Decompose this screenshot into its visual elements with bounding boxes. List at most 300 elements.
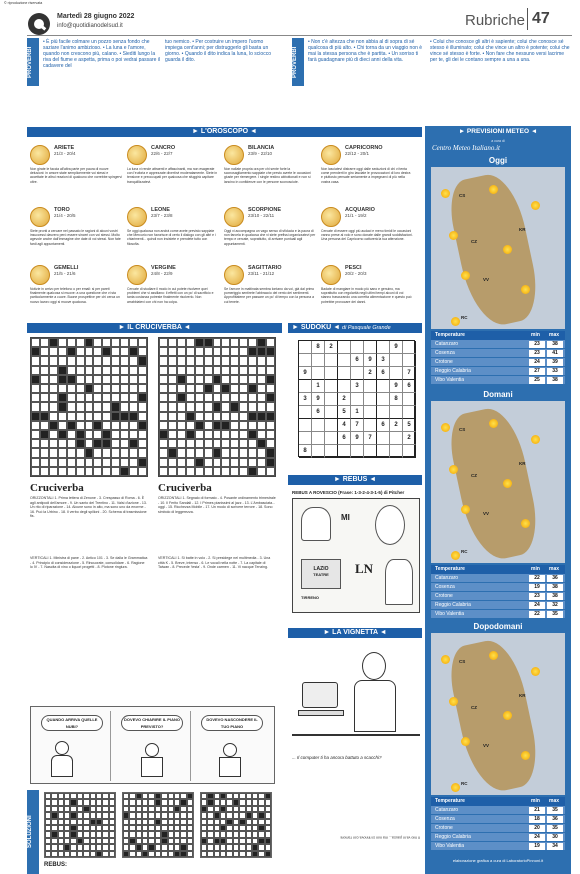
grid-cell (186, 402, 195, 411)
grid-cell (230, 421, 239, 430)
grid-cell (230, 439, 239, 448)
grid-cell (230, 356, 239, 365)
grid-cell (159, 338, 168, 347)
sudoku-cell[interactable] (377, 432, 390, 445)
temperature-row (431, 815, 565, 824)
zodiac-dates: 20/2 - 20/3 (345, 271, 367, 276)
grid-cell (186, 421, 195, 430)
grid-cell (111, 384, 120, 393)
grid-cell (266, 393, 275, 402)
sudoku-cell[interactable] (351, 393, 364, 406)
map-city-label: KR (519, 227, 526, 232)
sudoku-cell[interactable]: 6 (377, 367, 390, 380)
sudoku-cell[interactable] (364, 341, 377, 354)
grid-cell (76, 439, 85, 448)
sudoku-cell[interactable] (325, 445, 338, 458)
sudoku-cell[interactable] (377, 341, 390, 354)
grid-cell (221, 338, 230, 347)
grid-cell (159, 421, 168, 430)
grid-cell (221, 356, 230, 365)
sudoku-cell[interactable] (403, 341, 416, 354)
sun-icon (531, 667, 540, 676)
grid-cell (168, 430, 177, 439)
zodiac-acquario (321, 207, 413, 241)
grid-cell (49, 356, 58, 365)
sudoku-cell[interactable]: 1 (312, 380, 325, 393)
grid-cell (85, 412, 94, 421)
sudoku-cell[interactable]: 9 (390, 341, 403, 354)
grid-cell (111, 458, 120, 467)
grid-cell (129, 467, 138, 476)
sudoku-cell[interactable] (325, 354, 338, 367)
grid-cell (102, 338, 111, 347)
grid-cell (257, 421, 266, 430)
sudoku-cell[interactable] (364, 445, 377, 458)
city-name: Reggio Calabria (435, 602, 471, 608)
grid-cell (221, 439, 230, 448)
grid-cell (204, 412, 213, 421)
grid-cell (230, 412, 239, 421)
max-temp: 38 (547, 584, 563, 591)
sudoku-cell[interactable] (325, 367, 338, 380)
sudoku-cell[interactable] (364, 393, 377, 406)
sudoku-cell[interactable] (312, 354, 325, 367)
sudoku-cell[interactable] (377, 393, 390, 406)
sudoku-cell[interactable] (325, 393, 338, 406)
grid-cell (257, 384, 266, 393)
city-name: Vibo Valentia (435, 611, 465, 617)
grid-cell (120, 366, 129, 375)
sudoku-cell[interactable] (351, 367, 364, 380)
sudoku-cell[interactable] (364, 406, 377, 419)
grid-cell (40, 430, 49, 439)
grid-cell (111, 347, 120, 356)
grid-cell (67, 356, 76, 365)
proverbi-col2: tuo nemico. • Per costruire un impero l'uomo impiega cent'anni; per distruggerlo gli basta un giorno. • Quando il dito indica la luna, lo sciocco guarda il dito. (165, 39, 271, 63)
grid-cell (49, 439, 58, 448)
grid-cell (204, 402, 213, 411)
sudoku-cell[interactable] (390, 445, 403, 458)
max-temp: 35 (547, 611, 563, 618)
grid-cell (58, 448, 67, 457)
grid-cell (93, 421, 102, 430)
city-name: Catanzaro (435, 575, 459, 581)
grid-cell (120, 402, 129, 411)
zodiac-dates: 23/11 - 21/12 (248, 271, 275, 276)
grid-cell (159, 439, 168, 448)
grid-cell (187, 851, 193, 857)
sudoku-cell[interactable] (364, 419, 377, 432)
vignetta-drawing (292, 642, 420, 752)
grid-cell (58, 347, 67, 356)
grid-cell (40, 421, 49, 430)
grid-cell (109, 851, 115, 857)
sudoku-cell[interactable] (299, 354, 312, 367)
zodiac-name: SAGITTARIO (248, 265, 282, 271)
min-temp: 20 (529, 825, 545, 832)
grid-cell (49, 412, 58, 421)
sudoku-cell[interactable] (390, 432, 403, 445)
grid-cell (85, 439, 94, 448)
sudoku-cell[interactable]: 6 (351, 354, 364, 367)
sudoku-cell[interactable]: 8 (299, 445, 312, 458)
newspaper-logo (28, 13, 50, 35)
grid-cell (177, 467, 186, 476)
grid-cell (102, 439, 111, 448)
grid-cell (168, 448, 177, 457)
character-head-icon (55, 741, 69, 755)
grid-cell (138, 448, 147, 457)
sudoku-cell[interactable]: 7 (364, 432, 377, 445)
sudoku-cell[interactable] (325, 406, 338, 419)
grid-cell (58, 412, 67, 421)
grid-cell (67, 402, 76, 411)
grid-cell (177, 402, 186, 411)
max-temp: 33 (547, 368, 563, 375)
grid-cell (120, 338, 129, 347)
sudoku-cell[interactable]: 8 (312, 341, 325, 354)
grid-cell (177, 412, 186, 421)
rebus-solution-label: REBUS: (44, 862, 68, 868)
city-name: Catanzaro (435, 807, 459, 813)
zodiac-text: Non girate le faccia all'altra parte per paura di nuove delusioni: in amore state semplicemente voi stessi e accettate le altrui reazioni di qualcuno che vorrebbe spingervi oltre. (30, 167, 122, 184)
grid-cell (230, 430, 239, 439)
grid-cell (49, 448, 58, 457)
grid-cell (213, 347, 222, 356)
sudoku-cell[interactable] (338, 380, 351, 393)
sudoku-cell[interactable]: 5 (338, 406, 351, 419)
sudoku-cell[interactable]: 7 (403, 367, 416, 380)
grid-cell (266, 347, 275, 356)
grid-cell (76, 384, 85, 393)
max-temp: 36 (547, 816, 563, 823)
sudoku-cell[interactable]: 6 (403, 380, 416, 393)
sudoku-cell[interactable]: 9 (364, 354, 377, 367)
crossword-oriz-1: ORIZZONTALI 1. Prima lettera di Zenone - 3. Crespasso di Roma - 6. È agli antipodi dell'amore - 9. Un santo del Trentino - 11. Valsi d'azione - 13. Un rito di riparazione - 14. Alcune sono in alto, ma sono uno da enorme - 16. Può la Urbino - 18. Il verbo degli spilloni - 20. Schema di trasmissione fis. (30, 496, 147, 518)
sudoku-cell[interactable]: 6 (377, 419, 390, 432)
sudoku-cell[interactable]: 3 (377, 354, 390, 367)
grid-cell (40, 375, 49, 384)
grid-cell (111, 439, 120, 448)
grid-cell (93, 384, 102, 393)
crossword-grid-2 (158, 337, 276, 477)
grid-cell (67, 421, 76, 430)
grid-cell (239, 375, 248, 384)
grid-cell (186, 448, 195, 457)
grid-cell (195, 439, 204, 448)
max-temp: 41 (547, 350, 563, 357)
sudoku-cell[interactable] (338, 354, 351, 367)
zodiac-text: Se l'amore in mattinata sembra lontano da voi, già dal primo pomeriggio sentirete l'abbraccio del vento dei sentimenti. Approfittatene per passare un po' di tempo con la persona a cui tenete. (224, 287, 315, 304)
sudoku-cell[interactable]: 9 (390, 380, 403, 393)
zodiac-name: ACQUARIO (345, 207, 375, 213)
grid-cell (111, 467, 120, 476)
solution-grid-2 (122, 792, 194, 858)
min-temp: 22 (529, 575, 545, 582)
grid-cell (266, 448, 275, 457)
grid-cell (213, 375, 222, 384)
grid-cell (266, 375, 275, 384)
grid-cell (93, 430, 102, 439)
zodiac-name: CAPRICORNO (345, 145, 383, 151)
zodiac-bilancia (224, 145, 316, 184)
sudoku-cell[interactable]: 2 (403, 432, 416, 445)
grid-cell (266, 356, 275, 365)
grid-cell (177, 421, 186, 430)
sudoku-cell[interactable]: 8 (390, 393, 403, 406)
grid-cell (204, 421, 213, 430)
comic-strip (30, 706, 275, 784)
grid-cell (138, 439, 147, 448)
sudoku-cell[interactable]: 4 (338, 419, 351, 432)
grid-cell (76, 448, 85, 457)
grid-cell (120, 375, 129, 384)
sudoku-cell[interactable] (351, 445, 364, 458)
sudoku-cell[interactable] (390, 367, 403, 380)
section-name: Rubriche (465, 12, 526, 29)
sudoku-cell[interactable] (377, 406, 390, 419)
acquario-sign-icon (321, 207, 341, 227)
sudoku-cell[interactable] (312, 367, 325, 380)
min-temp: 23 (529, 341, 545, 348)
max-temp: 30 (547, 834, 563, 841)
sun-icon (449, 697, 458, 706)
sudoku-cell[interactable] (312, 445, 325, 458)
sudoku-cell[interactable]: 7 (351, 419, 364, 432)
grid-cell (230, 384, 239, 393)
grid-cell (221, 347, 230, 356)
grid-cell (168, 412, 177, 421)
sudoku-cell[interactable] (312, 432, 325, 445)
sudoku-cell[interactable] (338, 367, 351, 380)
grid-cell (67, 412, 76, 421)
grid-cell (111, 338, 120, 347)
grid-cell (186, 439, 195, 448)
proverbi-col1: • È più facile colmare un pozzo senza fondo che saziare l'animo ambizioso. • La luna e l'amore, quando non crescono più, calano. • Siediti lungo la riva del fiume e aspetta, prima o poi vedrai passare il cadavere del (43, 39, 161, 69)
sudoku-cell[interactable]: 5 (403, 419, 416, 432)
sudoku-cell[interactable]: 6 (338, 432, 351, 445)
grid-cell (213, 439, 222, 448)
grid-cell (40, 384, 49, 393)
grid-cell (31, 430, 40, 439)
grid-cell (204, 366, 213, 375)
grid-cell (204, 448, 213, 457)
grid-cell (177, 384, 186, 393)
grid-cell (168, 439, 177, 448)
sudoku-cell[interactable]: 1 (351, 406, 364, 419)
grid-cell (76, 347, 85, 356)
vignetta-title: ► LA VIGNETTA ◄ (288, 628, 422, 638)
min-header: min (531, 332, 540, 338)
grid-cell (177, 347, 186, 356)
grid-cell (76, 421, 85, 430)
grid-cell (102, 467, 111, 476)
sudoku-cell[interactable] (377, 445, 390, 458)
grid-cell (111, 375, 120, 384)
grid-cell (111, 412, 120, 421)
man-head-icon (362, 652, 386, 680)
grid-cell (40, 366, 49, 375)
grid-cell (58, 356, 67, 365)
city-name: Reggio Calabria (435, 834, 471, 840)
sudoku-cell[interactable] (377, 380, 390, 393)
grid-cell (102, 347, 111, 356)
temperature-row (431, 349, 565, 358)
sudoku-cell[interactable]: 2 (338, 393, 351, 406)
rebus-picture (292, 498, 420, 613)
grid-cell (93, 338, 102, 347)
grid-cell (168, 467, 177, 476)
grid-cell (138, 375, 147, 384)
sudoku-cell[interactable] (312, 419, 325, 432)
sun-icon (489, 651, 498, 660)
calabria-map (431, 167, 565, 329)
grid-cell (204, 439, 213, 448)
grid-cell (31, 366, 40, 375)
sudoku-cell[interactable] (299, 432, 312, 445)
grid-cell (85, 421, 94, 430)
grid-cell (58, 467, 67, 476)
grid-cell (239, 467, 248, 476)
grid-cell (221, 384, 230, 393)
speech-bubble-1: QUANDO ARRIVA QUELLE NUBI? (41, 715, 103, 731)
max-temp: 38 (547, 593, 563, 600)
grid-cell (40, 402, 49, 411)
grid-cell (102, 402, 111, 411)
grid-cell (111, 430, 120, 439)
grid-cell (230, 375, 239, 384)
sudoku-cell[interactable] (351, 341, 364, 354)
grid-cell (138, 458, 147, 467)
computer-icon (302, 682, 338, 708)
sudoku-cell[interactable] (325, 419, 338, 432)
sudoku-cell[interactable] (299, 380, 312, 393)
city-name: Crotone (435, 825, 453, 831)
grid-cell (111, 356, 120, 365)
sudoku-cell[interactable] (325, 380, 338, 393)
sudoku-cell[interactable] (390, 354, 403, 367)
comic-panel-2 (115, 711, 191, 781)
sudoku-cell[interactable]: 9 (299, 367, 312, 380)
grid-cell (248, 412, 257, 421)
grid-cell (248, 338, 257, 347)
grid-cell (120, 356, 129, 365)
sudoku-cell[interactable]: 2 (390, 419, 403, 432)
zodiac-name: ARIETE (54, 145, 75, 151)
grid-cell (213, 467, 222, 476)
grid-cell (213, 384, 222, 393)
grid-cell (93, 448, 102, 457)
sudoku-cell[interactable]: 3 (299, 393, 312, 406)
proverbi-col3: • Non c'è altezza che non abbia al di sopra di sé qualcosa di più alto. • Chi torna da un viaggio non è mai la stessa persona che è partita. • Un sorriso ti farà guadagnare più di dieci anni della vita. (308, 39, 423, 63)
sudoku-cell[interactable]: 2 (325, 341, 338, 354)
grid-cell (102, 375, 111, 384)
sudoku-cell[interactable] (299, 419, 312, 432)
grid-cell (168, 384, 177, 393)
grid-cell (138, 412, 147, 421)
sudoku-cell[interactable] (403, 354, 416, 367)
max-temp: 35 (547, 807, 563, 814)
sun-icon (531, 201, 540, 210)
sudoku-cell[interactable] (299, 406, 312, 419)
grid-cell (195, 375, 204, 384)
sudoku-cell[interactable]: 3 (351, 380, 364, 393)
grid-cell (239, 347, 248, 356)
grid-cell (204, 338, 213, 347)
grid-cell (204, 467, 213, 476)
sudoku-cell[interactable]: 9 (351, 432, 364, 445)
sudoku-cell[interactable] (325, 432, 338, 445)
sudoku-cell[interactable] (364, 380, 377, 393)
grid-cell (129, 402, 138, 411)
grid-cell (40, 448, 49, 457)
grid-cell (213, 430, 222, 439)
grid-cell (186, 467, 195, 476)
grid-cell (204, 430, 213, 439)
grid-cell (58, 375, 67, 384)
sudoku-cell[interactable] (403, 445, 416, 458)
crossword-vert-2: VERTICALI 1. Si batte in volo - 2. Si presidege nel multimedia - 3. Una città K - 5. Breve, intenso - 6. Le vocali nella notte - 7. La capitale di Taiwan - 8. Precede 'testa' - 9. Onde carmen - 11. Vi nacque Tenzing. (158, 556, 271, 569)
grid-cell (111, 448, 120, 457)
contact-email[interactable]: info@quotidianodelsud.it (57, 23, 123, 29)
grid-cell (257, 375, 266, 384)
grid-cell (266, 384, 275, 393)
comic-panel-1 (35, 711, 111, 781)
grid-cell (49, 402, 58, 411)
grid-cell (239, 458, 248, 467)
min-temp: 24 (529, 602, 545, 609)
grid-cell (186, 347, 195, 356)
sudoku-cell[interactable]: 6 (312, 406, 325, 419)
sudoku-cell[interactable] (338, 445, 351, 458)
min-temp: 24 (529, 359, 545, 366)
sudoku-cell[interactable] (390, 406, 403, 419)
grid-cell (168, 393, 177, 402)
grid-cell (76, 338, 85, 347)
sudoku-cell[interactable] (299, 341, 312, 354)
grid-cell (257, 467, 266, 476)
city-name: Crotone (435, 359, 453, 365)
grid-cell (102, 366, 111, 375)
grid-cell (76, 430, 85, 439)
solution-grid-1 (44, 792, 116, 858)
grid-cell (40, 458, 49, 467)
grid-cell (204, 384, 213, 393)
grid-cell (49, 458, 58, 467)
min-temp: 24 (529, 834, 545, 841)
grid-cell (204, 356, 213, 365)
city-name: Vibo Valentia (435, 377, 465, 383)
grid-cell (40, 356, 49, 365)
zodiac-name: LEONE (151, 207, 170, 213)
grid-cell (195, 384, 204, 393)
sudoku-cell[interactable]: 9 (312, 393, 325, 406)
grid-cell (31, 347, 40, 356)
zodiac-dates: 23/9 - 22/10 (248, 151, 273, 156)
grid-cell (129, 366, 138, 375)
sudoku-cell[interactable] (403, 406, 416, 419)
sudoku-cell[interactable] (403, 393, 416, 406)
grid-cell (85, 366, 94, 375)
sudoku-cell[interactable] (338, 341, 351, 354)
meteo-footer: elaborazione grafica a cura di LaboratorioPinnoni.it (452, 858, 544, 863)
grid-cell (248, 393, 257, 402)
sun-icon (461, 505, 470, 514)
sudoku-cell[interactable]: 2 (364, 367, 377, 380)
grid-cell (93, 458, 102, 467)
grid-cell (31, 458, 40, 467)
grid-cell (49, 347, 58, 356)
